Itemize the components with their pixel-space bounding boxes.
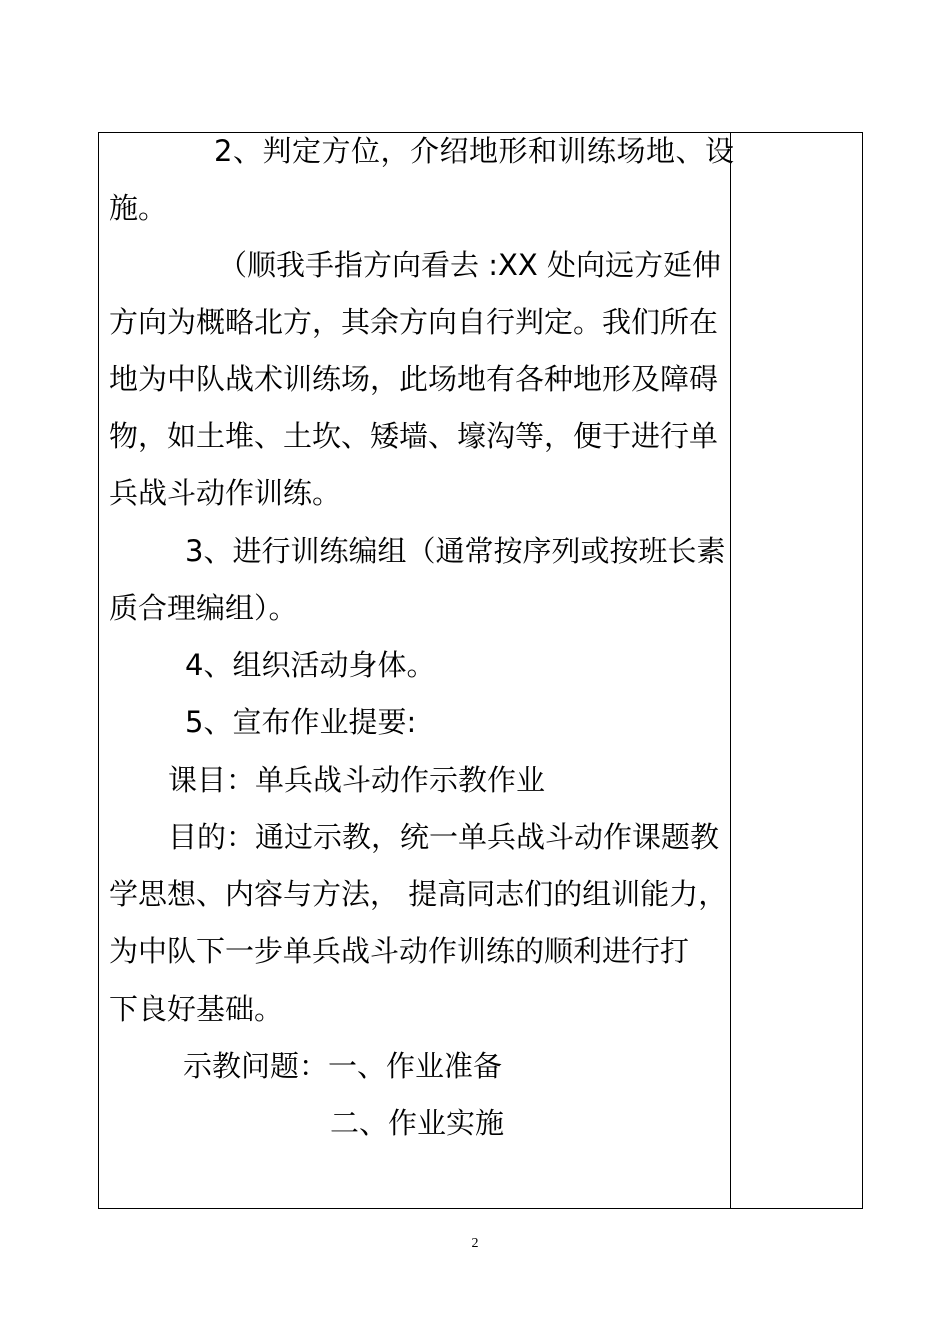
text-line: 下良好基础。 xyxy=(109,992,284,1026)
text-line: 目的：通过示教，统一单兵战斗动作课题教 xyxy=(168,820,720,854)
page-number: 2 xyxy=(471,1236,479,1251)
text-line: 地为中队战术训练场，此场地有各种地形及障碍 xyxy=(109,362,719,396)
text-line: 2、判定方位，介绍地形和训练场地、设 xyxy=(214,134,735,168)
text-line: 施。 xyxy=(109,191,168,225)
text-line: 3、进行训练编组（通常按序列或按班长素 xyxy=(185,534,726,568)
text-line: 二、作业实施 xyxy=(330,1106,505,1140)
text-line: 课目：单兵战斗动作示教作业 xyxy=(168,763,546,797)
text-line: 方向为概略北方，其余方向自行判定。我们所在 xyxy=(109,305,719,339)
text-line: 兵战斗动作训练。 xyxy=(109,476,342,510)
text-line: 示教问题：一、作业准备 xyxy=(183,1049,503,1083)
column-divider xyxy=(730,133,731,1208)
text-line: 学思想、内容与方法， 提高同志们的组训能力， xyxy=(109,877,728,911)
text-line: （顺我手指方向看去 :XX 处向远方延伸 xyxy=(218,248,721,282)
text-line: 质合理编组）。 xyxy=(109,591,298,625)
text-line: 物，如土堆、土坎、矮墙、壕沟等，便于进行单 xyxy=(109,419,719,453)
text-line: 4、组织活动身体。 xyxy=(185,648,436,682)
text-line: 5、宣布作业提要: xyxy=(185,705,417,739)
text-line: 为中队下一步单兵战斗动作训练的顺利进行打 xyxy=(109,934,690,968)
